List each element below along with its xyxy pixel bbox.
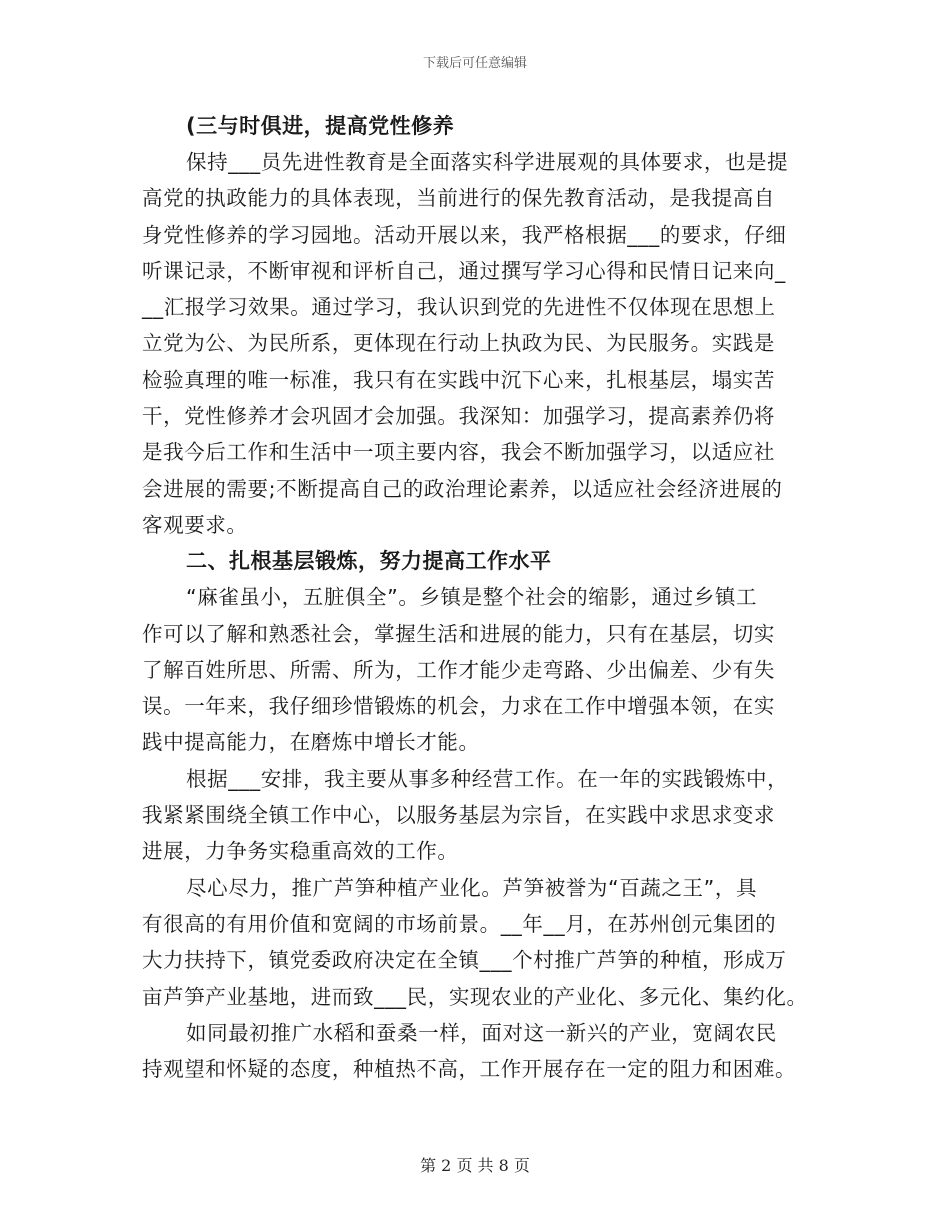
header-note: 下载后可任意编辑 [422, 56, 527, 71]
paragraph [142, 1015, 822, 1088]
paragraph [142, 761, 822, 870]
page-number: 第 2 页 共 8 页 [420, 1156, 530, 1175]
text-line: 尽心尽力，推广芦笋种植产业化。芦笋被誉为“百蔬之王”，具 [186, 875, 758, 900]
paragraph [142, 144, 822, 543]
text-line: __汇报学习效果。通过学习，我认识到党的先进性不仅体现在思想上 [142, 295, 776, 320]
text-line: 作可以了解和熟悉社会，掌握生活和进展的能力，只有在基层，切实 [142, 621, 775, 646]
text-line: “麻雀虽小，五脏俱全”。乡镇是整个社会的缩影，通过乡镇工 [186, 585, 758, 610]
section-1 [142, 108, 822, 543]
paragraph [142, 870, 822, 1015]
text-line: 立党为公、为民所系，更体现在行动上执政为民、为民服务。实践是 [142, 331, 775, 356]
text-line: 听课记录，不断审视和评析自己，通过撰写学习心得和民情日记来向_ [142, 258, 786, 283]
text-line: 客观要求。 [142, 512, 248, 537]
text-line: 高党的执政能力的具体表现，当前进行的保先教育活动，是我提高自 [142, 186, 775, 211]
text-line: 身党性修养的学习园地。活动开展以来，我严格根据___的要求，仔细 [142, 222, 787, 247]
text-line: 如同最初推广水稻和蚕桑一样，面对这一新兴的产业，宽阔农民 [186, 1020, 777, 1045]
text-line: 误。一年来，我仔细珍惜锻炼的机会，力求在工作中增强本领，在实 [142, 694, 775, 719]
text-line: 检验真理的唯一标准，我只有在实践中沉下心来，扎根基层，塌实苦 [142, 367, 775, 392]
text-line: 践中提高能力，在磨炼中增长才能。 [142, 730, 480, 755]
text-line: 进展，力争务实稳重高效的工作。 [142, 839, 459, 864]
text-line: 大力扶持下，镇党委政府决定在全镇___个村推广芦笋的种植，形成万 [142, 948, 787, 973]
document-body [142, 108, 822, 1087]
text-line: 亩芦笋产业基地，进而致___民，实现农业的产业化、多元化、集约化。 [142, 984, 808, 1009]
text-line: 我紧紧围绕全镇工作中心，以服务基层为宗旨，在实践中求思求变求 [142, 803, 775, 828]
section-heading: (三与时俱进，提高党性修养 [186, 114, 455, 138]
text-line: 保持___员先进性教育是全面落实科学进展观的具体要求，也是提 [186, 150, 789, 174]
section-2 [142, 543, 822, 1087]
text-line: 会进展的需要;不断提高自己的政治理论素养，以适应社会经济进展的 [142, 476, 783, 501]
section-heading: 二、扎根基层锻炼，努力提高工作水平 [186, 549, 552, 574]
text-line: 有很高的有用价值和宽阔的市场前景。__年__月，在苏州创元集团的 [142, 911, 777, 936]
text-line: 持观望和怀疑的态度，种植热不高，工作开展存在一定的阻力和困难。 [142, 1057, 797, 1082]
text-line: 了解百姓所思、所需、所为，工作才能少走弯路、少出偏差、少有失 [142, 657, 775, 682]
text-line: 是我今后工作和生活中一项主要内容，我会不断加强学习，以适应社 [142, 440, 775, 465]
text-line: 根据___安排，我主要从事多种经营工作。在一年的实践锻炼中， [186, 766, 789, 791]
text-line: 干，党性修养才会巩固才会加强。我深知：加强学习，提高素养仍将 [142, 404, 775, 429]
paragraph [142, 579, 822, 760]
